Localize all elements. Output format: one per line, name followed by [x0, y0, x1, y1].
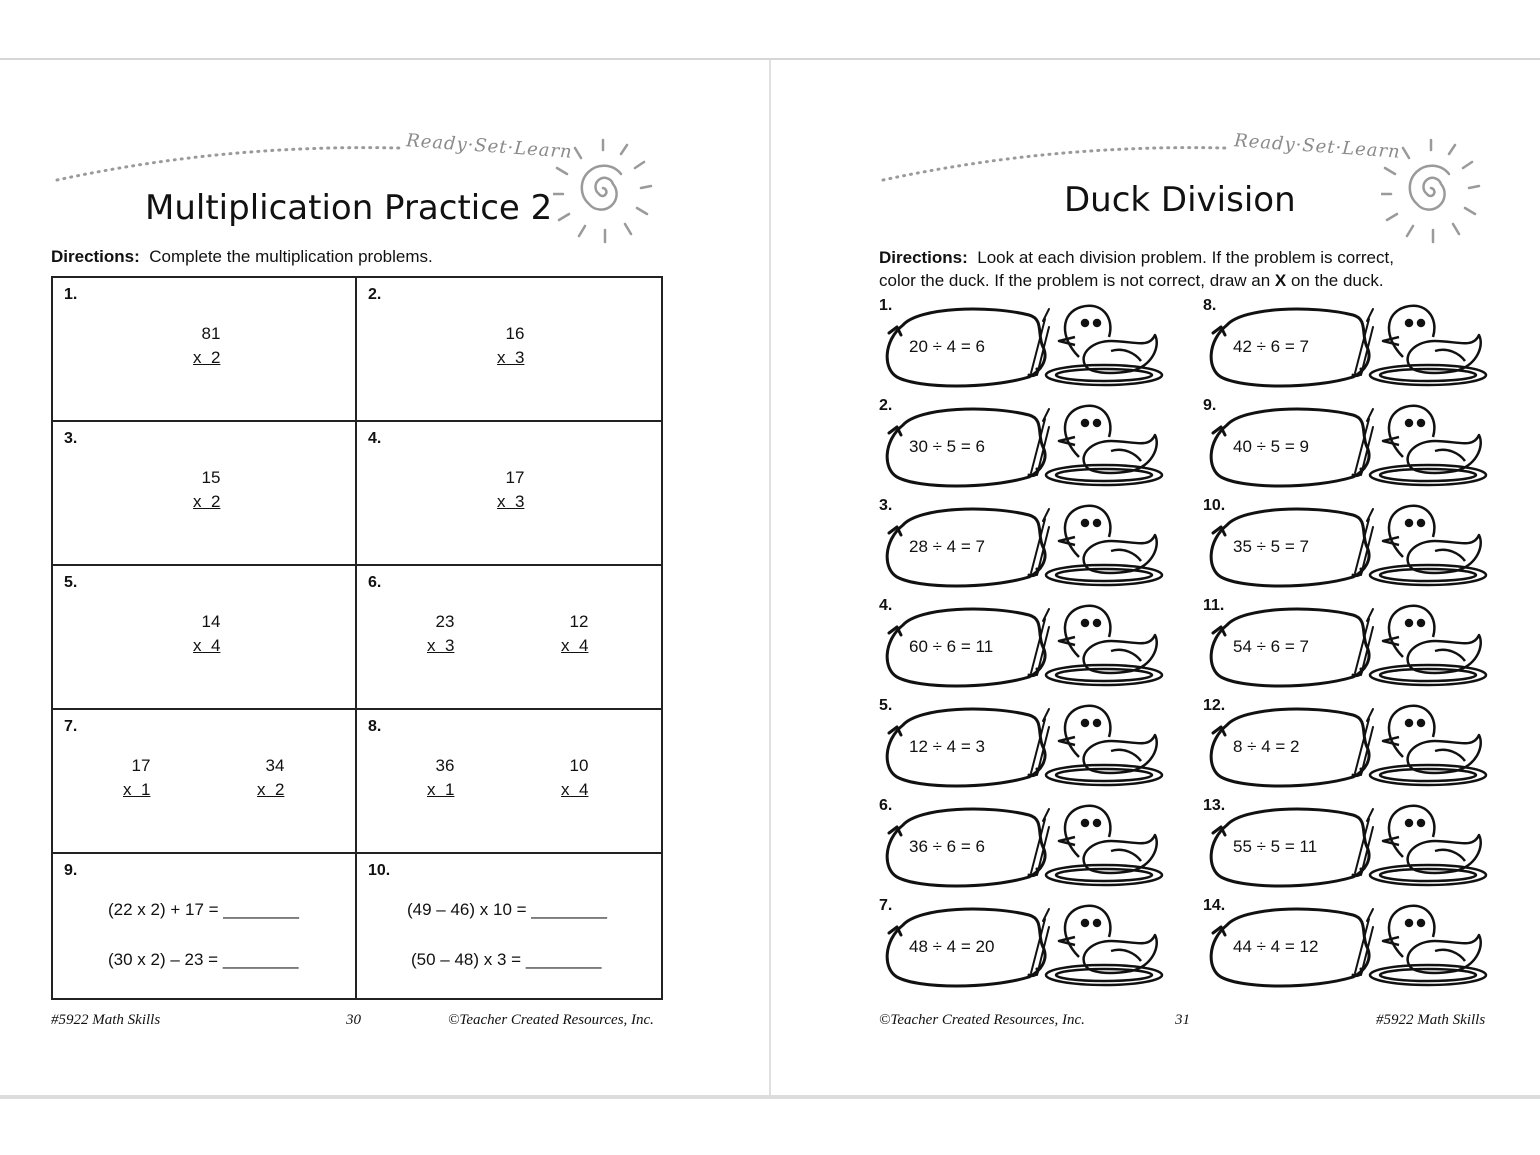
factor-top: 17: [131, 756, 151, 775]
directions-text: Look at each division problem. If the problem is correct,: [977, 248, 1394, 267]
factor-bottom: x 4: [561, 636, 589, 655]
multiplication-problem: [257, 754, 284, 802]
expression: (49 – 46) x 10 = ________: [407, 900, 607, 919]
problem-number: 5.: [64, 574, 78, 591]
problem-number: 12.: [1203, 697, 1226, 714]
duck-problem: [879, 597, 1199, 697]
problem-cell: [357, 854, 661, 998]
factor-top: 81: [201, 324, 221, 343]
problem-number: 9.: [64, 862, 78, 879]
factor-top: 14: [201, 612, 221, 631]
duck-problem: [879, 897, 1199, 997]
factor-bottom: x 2: [193, 492, 221, 511]
factor-top: 15: [201, 468, 221, 487]
sun-spiral-icon: [1381, 138, 1481, 246]
duck-problem: [879, 297, 1199, 397]
directions-text: on the duck.: [1286, 271, 1384, 290]
problem-number: 5.: [879, 697, 893, 714]
problem-number: 13.: [1203, 797, 1226, 814]
problem-cell: [357, 710, 661, 854]
division-equation: 44 ÷ 4 = 12: [1233, 937, 1319, 956]
page-number: 31: [1175, 1012, 1190, 1028]
division-equation: 60 ÷ 6 = 11: [909, 637, 994, 656]
problem-grid: [51, 276, 663, 1000]
division-equation: 54 ÷ 6 = 7: [1233, 637, 1309, 656]
problem-cell: [53, 854, 357, 998]
factor-bottom: x 3: [497, 348, 525, 367]
directions: [879, 246, 1394, 292]
division-equation: 28 ÷ 4 = 7: [909, 537, 985, 556]
directions-label: Directions:: [51, 247, 140, 266]
factor-top: 36: [435, 756, 455, 775]
problem-cell: [53, 710, 357, 854]
multiplication-problem: [193, 466, 220, 514]
multiplication-problem: [561, 754, 588, 802]
problem-cell: [357, 566, 661, 710]
multiplication-problem: [193, 322, 220, 370]
division-equation: 42 ÷ 6 = 7: [1233, 337, 1309, 356]
factor-top: 34: [265, 756, 285, 775]
duck-problem: [1203, 497, 1523, 597]
factor-bottom: x 2: [257, 780, 285, 799]
problem-number: 2.: [368, 286, 382, 303]
problem-cell: [53, 278, 357, 422]
footer-left: ©Teacher Created Resources, Inc.: [879, 1012, 1085, 1028]
problem-number: 1.: [879, 297, 893, 314]
directions-text: Complete the multiplication problems.: [149, 247, 433, 266]
problem-cell: [357, 278, 661, 422]
duck-problem: [879, 697, 1199, 797]
expression: (50 – 48) x 3 = ________: [411, 950, 602, 969]
problem-number: 8.: [1203, 297, 1217, 314]
problem-number: 4.: [368, 430, 382, 447]
footer-left: #5922 Math Skills: [51, 1012, 161, 1028]
multiplication-problem: [497, 466, 524, 514]
sun-spiral-icon: [553, 138, 653, 246]
factor-bottom: x 1: [427, 780, 455, 799]
factor-bottom: x 3: [497, 492, 525, 511]
duck-problem: [879, 397, 1199, 497]
directions-text: color the duck. If the problem is not correct, draw an: [879, 271, 1275, 290]
division-equation: 12 ÷ 4 = 3: [909, 737, 985, 756]
duck-problem: [1203, 297, 1523, 397]
problem-number: 1.: [64, 286, 78, 303]
problem-number: 3.: [64, 430, 78, 447]
page-title: Duck Division: [1064, 180, 1296, 220]
problem-number: 4.: [879, 597, 893, 614]
problem-number: 11.: [1203, 597, 1225, 614]
duck-problem: [879, 797, 1199, 897]
bottom-rule: [0, 1095, 1540, 1099]
division-equation: 8 ÷ 4 = 2: [1233, 737, 1300, 756]
problem-cell: [53, 566, 357, 710]
factor-top: 12: [569, 612, 589, 631]
problem-number: 7.: [879, 897, 893, 914]
problem-number: 9.: [1203, 397, 1217, 414]
multiplication-problem: [123, 754, 150, 802]
problem-number: 6.: [879, 797, 893, 814]
multiplication-problem: [427, 610, 454, 658]
dotted-arc: [55, 142, 405, 182]
duck-problem: [1203, 397, 1523, 497]
division-equation: 36 ÷ 6 = 6: [909, 837, 985, 856]
multiplication-problem: [561, 610, 588, 658]
problem-number: 8.: [368, 718, 382, 735]
directions: [51, 245, 433, 268]
division-equation: 35 ÷ 5 = 7: [1233, 537, 1309, 556]
brand-logo-text: Ready·Set·Learn: [405, 130, 574, 163]
footer-right: #5922 Math Skills: [1376, 1012, 1486, 1028]
problem-number: 7.: [64, 718, 78, 735]
duck-problem: [1203, 897, 1523, 997]
expression: (22 x 2) + 17 = ________: [108, 900, 299, 919]
duck-problem: [1203, 697, 1523, 797]
problem-number: 3.: [879, 497, 893, 514]
factor-bottom: x 4: [193, 636, 221, 655]
problem-number: 6.: [368, 574, 382, 591]
division-equation: 40 ÷ 5 = 9: [1233, 437, 1309, 456]
problem-cell: [357, 422, 661, 566]
factor-top: 10: [569, 756, 589, 775]
footer-right: ©Teacher Created Resources, Inc.: [448, 1012, 654, 1028]
division-equation: 48 ÷ 4 = 20: [909, 937, 995, 956]
problem-number: 2.: [879, 397, 893, 414]
right-page: [771, 60, 1540, 1095]
multiplication-problem: [427, 754, 454, 802]
directions-label: Directions:: [879, 248, 968, 267]
x-mark-label: X: [1274, 271, 1287, 290]
problem-number: 14.: [1203, 897, 1226, 914]
multiplication-problem: [193, 610, 220, 658]
duck-problem: [879, 497, 1199, 597]
expression: (30 x 2) – 23 = ________: [108, 950, 299, 969]
page-number: 30: [346, 1012, 361, 1028]
factor-bottom: x 2: [193, 348, 221, 367]
duck-problem: [1203, 597, 1523, 697]
duck-problem: [1203, 797, 1523, 897]
left-page: [0, 60, 769, 1095]
factor-top: 16: [505, 324, 525, 343]
dotted-arc: [881, 142, 1231, 182]
problem-number: 10.: [1203, 497, 1226, 514]
factor-bottom: x 4: [561, 780, 589, 799]
factor-bottom: x 3: [427, 636, 455, 655]
factor-top: 23: [435, 612, 455, 631]
factor-top: 17: [505, 468, 525, 487]
problem-number: 10.: [368, 862, 391, 879]
brand-logo-text: Ready·Set·Learn: [1233, 130, 1402, 163]
division-equation: 55 ÷ 5 = 11: [1233, 837, 1318, 856]
multiplication-problem: [497, 322, 524, 370]
division-equation: 20 ÷ 4 = 6: [909, 337, 985, 356]
page-title: Multiplication Practice 2: [145, 188, 553, 228]
division-equation: 30 ÷ 5 = 6: [909, 437, 985, 456]
factor-bottom: x 1: [123, 780, 151, 799]
problem-cell: [53, 422, 357, 566]
